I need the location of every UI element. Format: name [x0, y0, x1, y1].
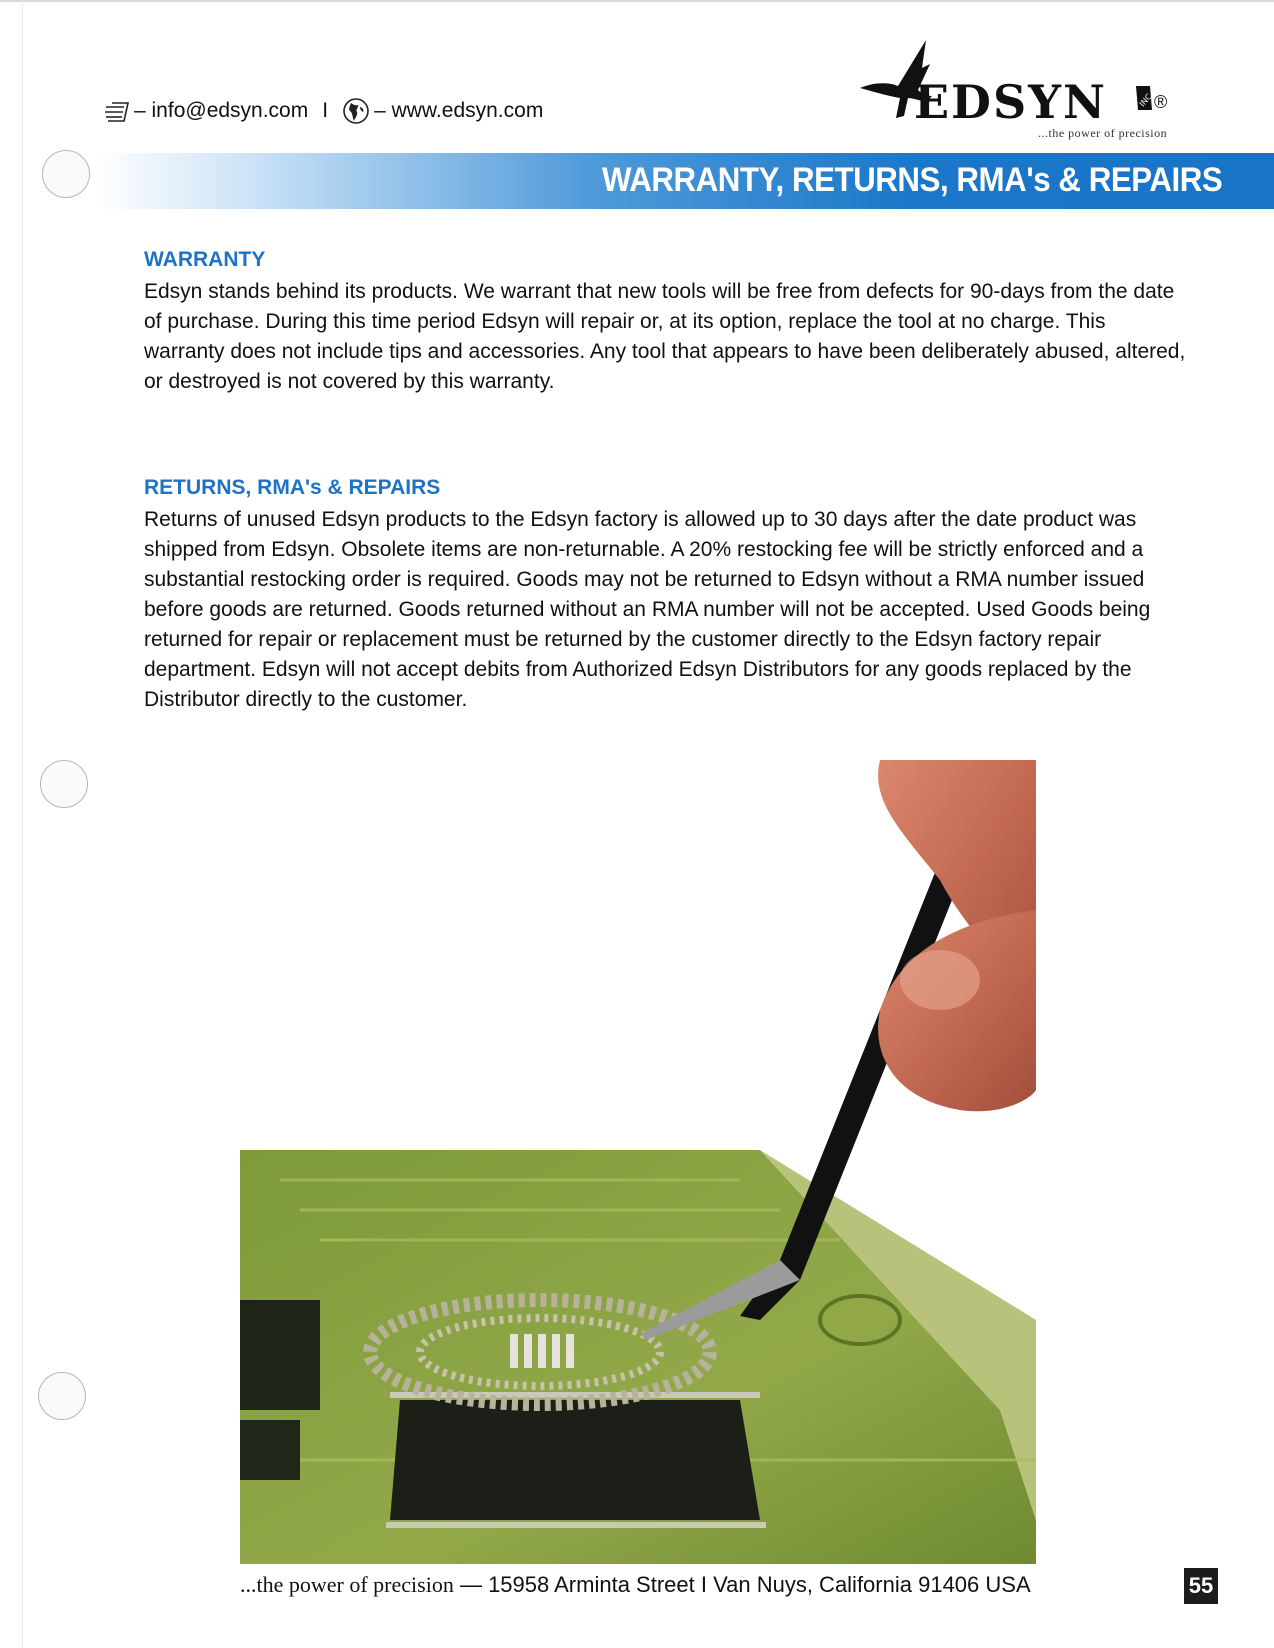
tweezers-on-circuit-board-photo — [240, 760, 1036, 1564]
footer-address: 15958 Arminta Street I Van Nuys, California 91406 USA — [488, 1572, 1031, 1597]
left-edge-line — [22, 0, 23, 1648]
returns-heading: RETURNS, RMA's & REPAIRS — [144, 476, 441, 499]
title-banner — [96, 153, 1274, 209]
email-link[interactable]: – info@edsyn.com — [134, 99, 309, 122]
punch-hole-middle — [40, 760, 88, 808]
returns-body: Returns of unused Edsyn products to the Edsyn factory is allowed up to 30 days after the date product was shipped from Edsyn. Obsolete items are non-returnable. A 20% restocking fee will be strictly enforced and a substantial restocking order is required. Goods may not be returned to Edsyn without a RMA number issued before goods are returned. Goods returned without an RMA number will not be accepted. Used Goods being returned for repair or replacement must be returned by the customer directly to the Edsyn factory repair department. Edsyn will not accept debits from Authorized Edsyn Distributors for any goods replaced by the Distributor directly to the customer. — [144, 508, 1151, 711]
page-title: WARRANTY, RETURNS, RMA's & REPAIRS — [601, 161, 1222, 199]
logo-tagline: ...the power of precision — [1038, 126, 1168, 140]
punch-hole-bottom — [38, 1372, 86, 1420]
globe-icon — [342, 97, 370, 125]
contact-separator: I — [322, 99, 329, 122]
punch-hole-top — [42, 150, 90, 198]
website-link[interactable]: – www.edsyn.com — [374, 99, 544, 122]
page-number: 55 — [1184, 1568, 1218, 1604]
contact-line — [104, 96, 543, 126]
footer-tagline: ...the power of precision — [240, 1572, 454, 1597]
footer-address-line — [240, 1572, 1031, 1598]
fax-mail-icon — [104, 99, 130, 123]
registered-mark: ® — [1154, 92, 1168, 112]
svg-text:EDSYN: EDSYN — [914, 75, 1108, 129]
footer-dash: — — [453, 1572, 489, 1597]
top-rule — [0, 0, 1274, 2]
warranty-heading: WARRANTY — [144, 248, 266, 271]
warranty-body: Edsyn stands behind its products. We warrant that new tools will be free from defects for 90-days from the date of purchase. During this time period Edsyn will repair or, at its option, replace the tool at no charge. This warranty does not include tips and accessories. Any tool that appears to have been deliberately abused, altered, or destroyed is not covered by this warranty. — [144, 280, 1186, 393]
svg-text:INC: INC — [1137, 92, 1154, 109]
